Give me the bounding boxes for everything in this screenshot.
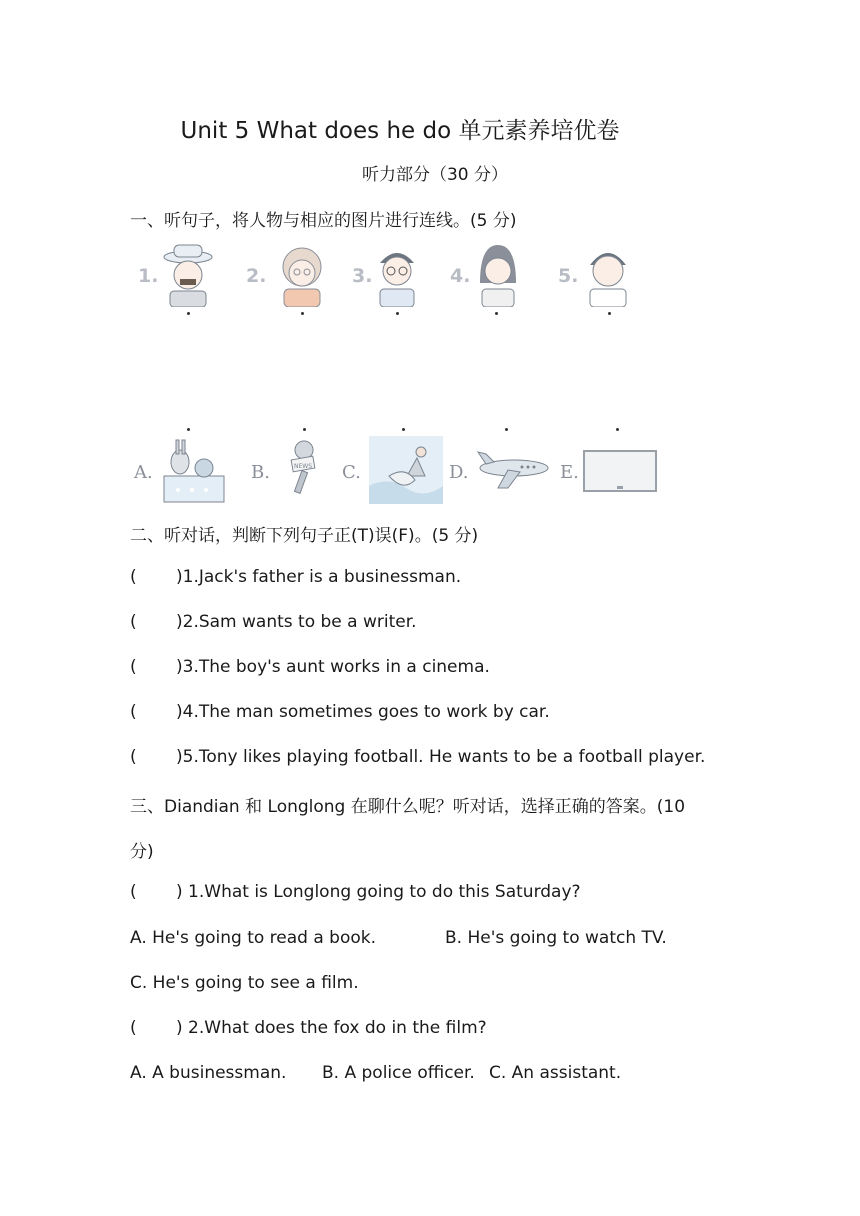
person-number-4: 4.	[450, 265, 471, 287]
picture-letter-c: C.	[342, 462, 361, 483]
picture-letter-b: B.	[251, 462, 270, 483]
mc-question-2	[130, 1018, 487, 1038]
picture-letter-e: E.	[560, 462, 579, 483]
old-woman-icon	[276, 245, 328, 307]
person-number-5: 5.	[558, 265, 579, 287]
tf-item-5	[130, 747, 705, 767]
person-number-2: 2.	[246, 265, 267, 287]
tf-item-text: )3.The boy's aunt works in a cinema.	[176, 657, 490, 677]
blackboard-icon	[583, 450, 657, 492]
answer-paren[interactable]: (	[130, 657, 137, 677]
answer-paren[interactable]: (	[130, 1018, 137, 1038]
tf-item-3	[130, 657, 490, 677]
tf-item-text: )5.Tony likes playing football. He wants to be a football player.	[176, 747, 706, 767]
q1-option-b: B. He's going to watch TV.	[445, 928, 667, 948]
answer-paren[interactable]: (	[130, 567, 137, 587]
connect-dot[interactable]	[187, 312, 190, 315]
question-text: ) 2.What does the fox do in the film?	[176, 1018, 487, 1038]
answer-paren[interactable]: (	[130, 612, 137, 632]
connect-dot[interactable]	[301, 312, 304, 315]
connect-dot[interactable]	[303, 428, 306, 431]
connect-dot[interactable]	[616, 428, 619, 431]
question-text: ) 1.What is Longlong going to do this Saturday?	[176, 882, 581, 902]
answer-paren[interactable]: (	[130, 702, 137, 722]
connect-dot[interactable]	[187, 428, 190, 431]
q1-option-c: C. He's going to see a film.	[130, 973, 359, 993]
connect-dot[interactable]	[505, 428, 508, 431]
q2-option-b: B. A police officer.	[322, 1063, 475, 1083]
picture-letter-a: A.	[134, 462, 153, 483]
picture-letter-d: D.	[449, 462, 469, 483]
section2-heading: 二、听对话，判断下列句子正(T)误(F)。(5 分)	[130, 526, 479, 546]
answer-paren[interactable]: (	[130, 747, 137, 767]
person-number-1: 1.	[138, 265, 159, 287]
q1-option-a: A. He's going to read a book.	[130, 928, 377, 948]
section1-heading: 一、听句子，将人物与相应的图片进行连线。(5 分)	[130, 211, 517, 231]
q2-option-c: C. An assistant.	[489, 1063, 622, 1083]
tf-item-text: )4.The man sometimes goes to work by car.	[176, 702, 550, 722]
svg-text:NEWS: NEWS	[294, 463, 313, 470]
answer-paren[interactable]: (	[130, 882, 137, 902]
tf-item-1	[130, 567, 461, 587]
page-subtitle: 听力部分（30 分）	[361, 165, 509, 185]
connect-dot[interactable]	[495, 312, 498, 315]
section3-heading-cont: 分)	[130, 842, 154, 862]
tf-item-text: )1.Jack's father is a businessman.	[176, 567, 462, 587]
toy-box-icon	[158, 438, 230, 504]
woman-icon	[474, 243, 522, 307]
tf-item-2	[130, 612, 417, 632]
microphone-icon	[284, 438, 324, 496]
connect-dot[interactable]	[608, 312, 611, 315]
q2-option-a: A. A businessman.	[130, 1063, 287, 1083]
fisherman-icon	[369, 436, 443, 504]
section3-heading: 三、Diandian 和 Longlong 在聊什么呢？听对话，选择正确的答案。(10	[130, 797, 686, 817]
man-with-hat-icon	[162, 243, 214, 307]
person-number-3: 3.	[352, 265, 373, 287]
mc-question-1	[130, 882, 581, 902]
page-title: Unit 5 What does he do 单元素养培优卷	[180, 118, 620, 144]
boy-icon	[582, 243, 634, 307]
man-with-glasses-icon	[374, 243, 420, 307]
airplane-icon	[472, 448, 552, 492]
connect-dot[interactable]	[396, 312, 399, 315]
connect-dot[interactable]	[402, 428, 405, 431]
tf-item-text: )2.Sam wants to be a writer.	[176, 612, 417, 632]
tf-item-4	[130, 702, 550, 722]
